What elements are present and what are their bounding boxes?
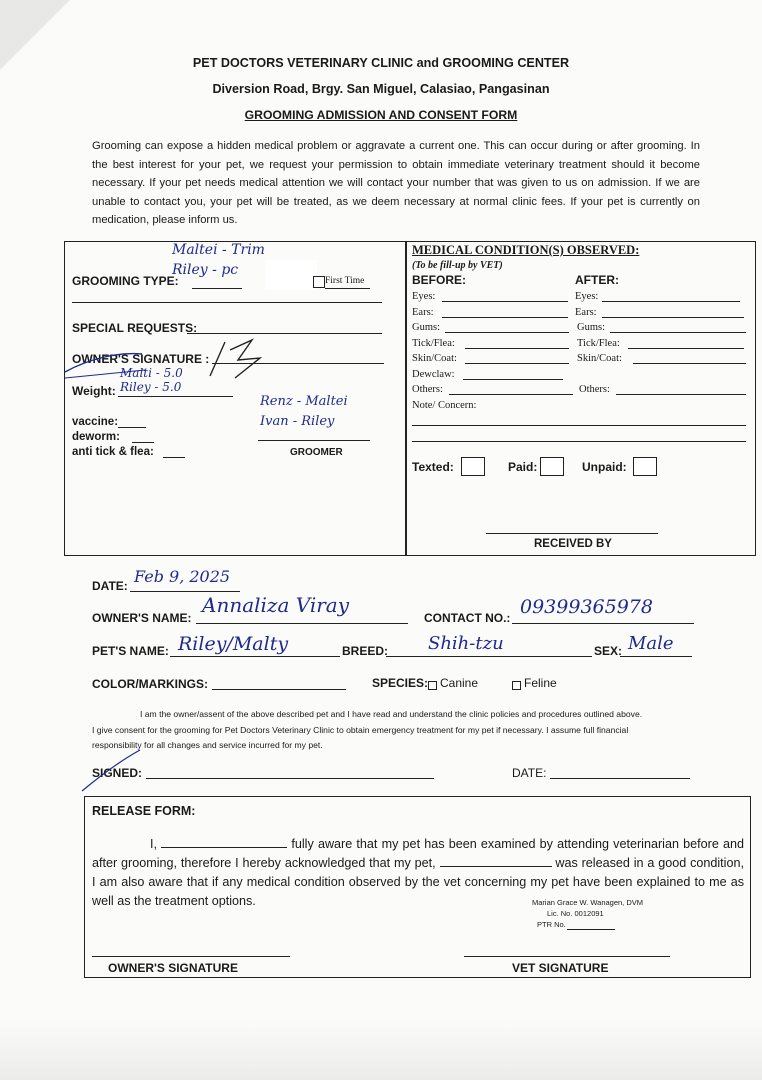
before-others-line	[449, 394, 573, 395]
after-eyes-line	[602, 301, 740, 302]
hand-grooming-1: Maltei - Trim	[172, 242, 265, 258]
redacted-area	[265, 260, 317, 290]
after-skin-line	[633, 363, 746, 364]
breed-line	[386, 656, 592, 657]
species-label: SPECIES:	[372, 676, 429, 690]
date-value: Feb 9, 2025	[134, 567, 231, 586]
hand-groomer-2: Ivan - Riley	[260, 414, 335, 429]
before-tick: Tick/Flea:	[412, 338, 455, 349]
vet-name: Marian Grace W. Wanagen, DVM	[532, 898, 644, 907]
paid-label: Paid:	[508, 460, 538, 474]
before-dewclaw: Dewclaw:	[412, 369, 455, 380]
vet-lic-no: Lic. No. 0012091	[547, 909, 604, 918]
owner-sig-label: OWNER'S SIGNATURE	[108, 961, 238, 975]
received-by-line	[486, 533, 658, 534]
before-eyes: Eyes:	[412, 291, 436, 302]
clinic-name: PET DOCTORS VETERINARY CLINIC and GROOMING CENTER	[192, 56, 570, 70]
after-tick-line	[628, 348, 744, 349]
groomer-label: GROOMER	[290, 447, 343, 458]
sex-line	[620, 656, 692, 657]
first-time-underline	[325, 288, 370, 289]
unpaid-checkbox[interactable]	[633, 457, 657, 476]
vet-sig-line	[464, 956, 670, 957]
vet-ptr-no: PTR No.	[537, 920, 566, 929]
after-skin: Skin/Coat:	[577, 353, 622, 364]
texted-label: Texted:	[412, 460, 454, 474]
contact-label: CONTACT NO.:	[424, 611, 511, 625]
release-name-blank	[161, 835, 287, 848]
vet-ptr-line	[567, 929, 615, 930]
color-markings-label: COLOR/MARKINGS:	[92, 677, 208, 691]
before-tick-line	[465, 348, 569, 349]
grid-divider	[405, 242, 407, 555]
before-eyes-line	[442, 301, 568, 302]
texted-checkbox[interactable]	[461, 457, 485, 476]
intro-paragraph: Grooming can expose a hidden medical problem or aggravate a current one. This can occur during or after grooming. In the best interest for your pet, we request your permission to obtain immediate veterinary treatment should it become necessary. If your pet needs medical attention we will contact your number that was given to us on admission. If we are unable to contact you, your pet will be treated, as we deem necessary at normal clinic fees. If your pet is currently on medication, please inform us.	[92, 140, 700, 227]
feline-checkbox[interactable]	[512, 681, 521, 690]
after-tick: Tick/Flea:	[577, 338, 620, 349]
owner-name-line	[196, 623, 408, 624]
before-skin-line	[465, 363, 569, 364]
release-pet-blank	[440, 854, 552, 867]
canine-checkbox[interactable]	[428, 681, 437, 690]
first-time-label: First Time	[325, 276, 365, 286]
before-others: Others:	[412, 384, 443, 395]
sex-value: Male	[628, 633, 674, 654]
groomer-line	[258, 440, 370, 441]
hand-weight-2: Riley - 5.0	[120, 380, 182, 394]
grooming-type-line	[192, 288, 242, 289]
signed-pen-mark	[80, 736, 180, 796]
vet-sig-label: VET SIGNATURE	[512, 961, 609, 975]
medical-title: MEDICAL CONDITION(S) OBSERVED:	[412, 243, 640, 257]
release-text-c: was released in a good condition, I am also aware that if any medical condition observed by the vet concerning my pet have been explained to me as well as the treatment options.	[92, 856, 744, 908]
hand-grooming-2: Riley - pc	[172, 262, 239, 278]
after-label: AFTER:	[575, 273, 619, 287]
before-label: BEFORE:	[412, 273, 466, 287]
consent-paragraph	[92, 707, 702, 754]
page-bottom-shade	[0, 1020, 762, 1080]
consent-line-2: I give consent for the grooming for Pet Doctors Veterinary Clinic to obtain emergency treatment for my pet if necessary. I assume full financial	[92, 724, 629, 735]
after-eyes: Eyes:	[575, 291, 599, 302]
before-dewclaw-line	[463, 379, 563, 380]
special-requests-label: SPECIAL REQUESTS:	[72, 321, 198, 335]
pet-name-line	[170, 656, 340, 657]
canine-label: Canine	[440, 676, 479, 690]
after-gums-line	[610, 332, 746, 333]
consent-line-3: responsibility for all changes and service incurred for my pet.	[92, 740, 323, 751]
after-gums: Gums:	[577, 322, 606, 333]
owner-name-label: OWNER'S NAME:	[92, 611, 192, 625]
owner-sig-line	[92, 956, 290, 957]
before-skin: Skin/Coat:	[412, 353, 457, 364]
medical-subtitle: (To be fill-up by VET)	[412, 260, 503, 271]
after-ears-line	[602, 317, 744, 318]
deworm-line	[132, 442, 154, 443]
signed-line	[146, 778, 434, 779]
before-gums: Gums:	[412, 322, 441, 333]
sex-label: SEX:	[594, 644, 623, 658]
consent-line-1: I am the owner/assent of the above described pet and I have read and understand the clinic policies and procedures outlined above.	[140, 709, 643, 719]
deworm-label: deworm:	[72, 431, 120, 443]
contact-line	[512, 623, 694, 624]
paid-checkbox[interactable]	[540, 457, 564, 476]
signed-label: SIGNED:	[92, 766, 143, 780]
pet-name-label: PET'S NAME:	[92, 644, 169, 658]
breed-value: Shih-tzu	[428, 633, 504, 654]
unpaid-label: Unpaid:	[582, 460, 627, 474]
grooming-blank-line	[72, 302, 382, 303]
hand-groomer-1: Renz - Maltei	[260, 394, 348, 409]
owner-signature-label: OWNER'S SIGNATURE :	[72, 352, 210, 366]
color-markings-line	[212, 689, 346, 690]
date-line	[130, 591, 240, 592]
before-ears-line	[442, 317, 568, 318]
clinic-address: Diversion Road, Brgy. San Miguel, Calasiao, Pangasinan	[212, 82, 550, 96]
release-text-b: fully aware that my pet has been examined by attending veterinarian before and after grooming, therefore I hereby acknowledged that my pet,	[92, 837, 745, 870]
after-others: Others:	[579, 384, 610, 395]
weight-line	[118, 396, 233, 397]
after-ears: Ears:	[575, 307, 597, 318]
pet-name-value: Riley/Malty	[178, 633, 289, 655]
breed-label: BREED:	[342, 644, 389, 658]
owner-name-value: Annaliza Viray	[202, 593, 350, 617]
hand-weight-1: Malti - 5.0	[120, 366, 183, 380]
form-title: GROOMING ADMISSION AND CONSENT FORM	[244, 108, 518, 122]
date-label: DATE:	[92, 579, 128, 593]
note-concern: Note/ Concern:	[412, 400, 477, 411]
weight-label: Weight:	[72, 384, 116, 398]
note-line-1	[412, 425, 746, 426]
received-by-label: RECEIVED BY	[534, 538, 612, 550]
grooming-type-label: GROOMING TYPE:	[72, 274, 179, 288]
antitick-label: anti tick & flea:	[72, 446, 154, 458]
release-title: RELEASE FORM:	[92, 804, 196, 818]
contact-value: 09399365978	[520, 596, 653, 618]
before-gums-line	[445, 332, 569, 333]
consent-date-line	[550, 778, 690, 779]
feline-label: Feline	[524, 676, 557, 690]
vaccine-label: vaccine:	[72, 416, 119, 428]
before-ears: Ears:	[412, 307, 434, 318]
release-text-a: I,	[150, 837, 157, 851]
vaccine-line	[118, 427, 146, 428]
first-time-checkbox[interactable]	[313, 276, 325, 288]
consent-date-label: DATE:	[512, 766, 547, 780]
after-others-line	[616, 394, 746, 395]
antitick-line	[163, 457, 185, 458]
release-paragraph	[92, 835, 744, 911]
note-line-2	[412, 441, 746, 442]
